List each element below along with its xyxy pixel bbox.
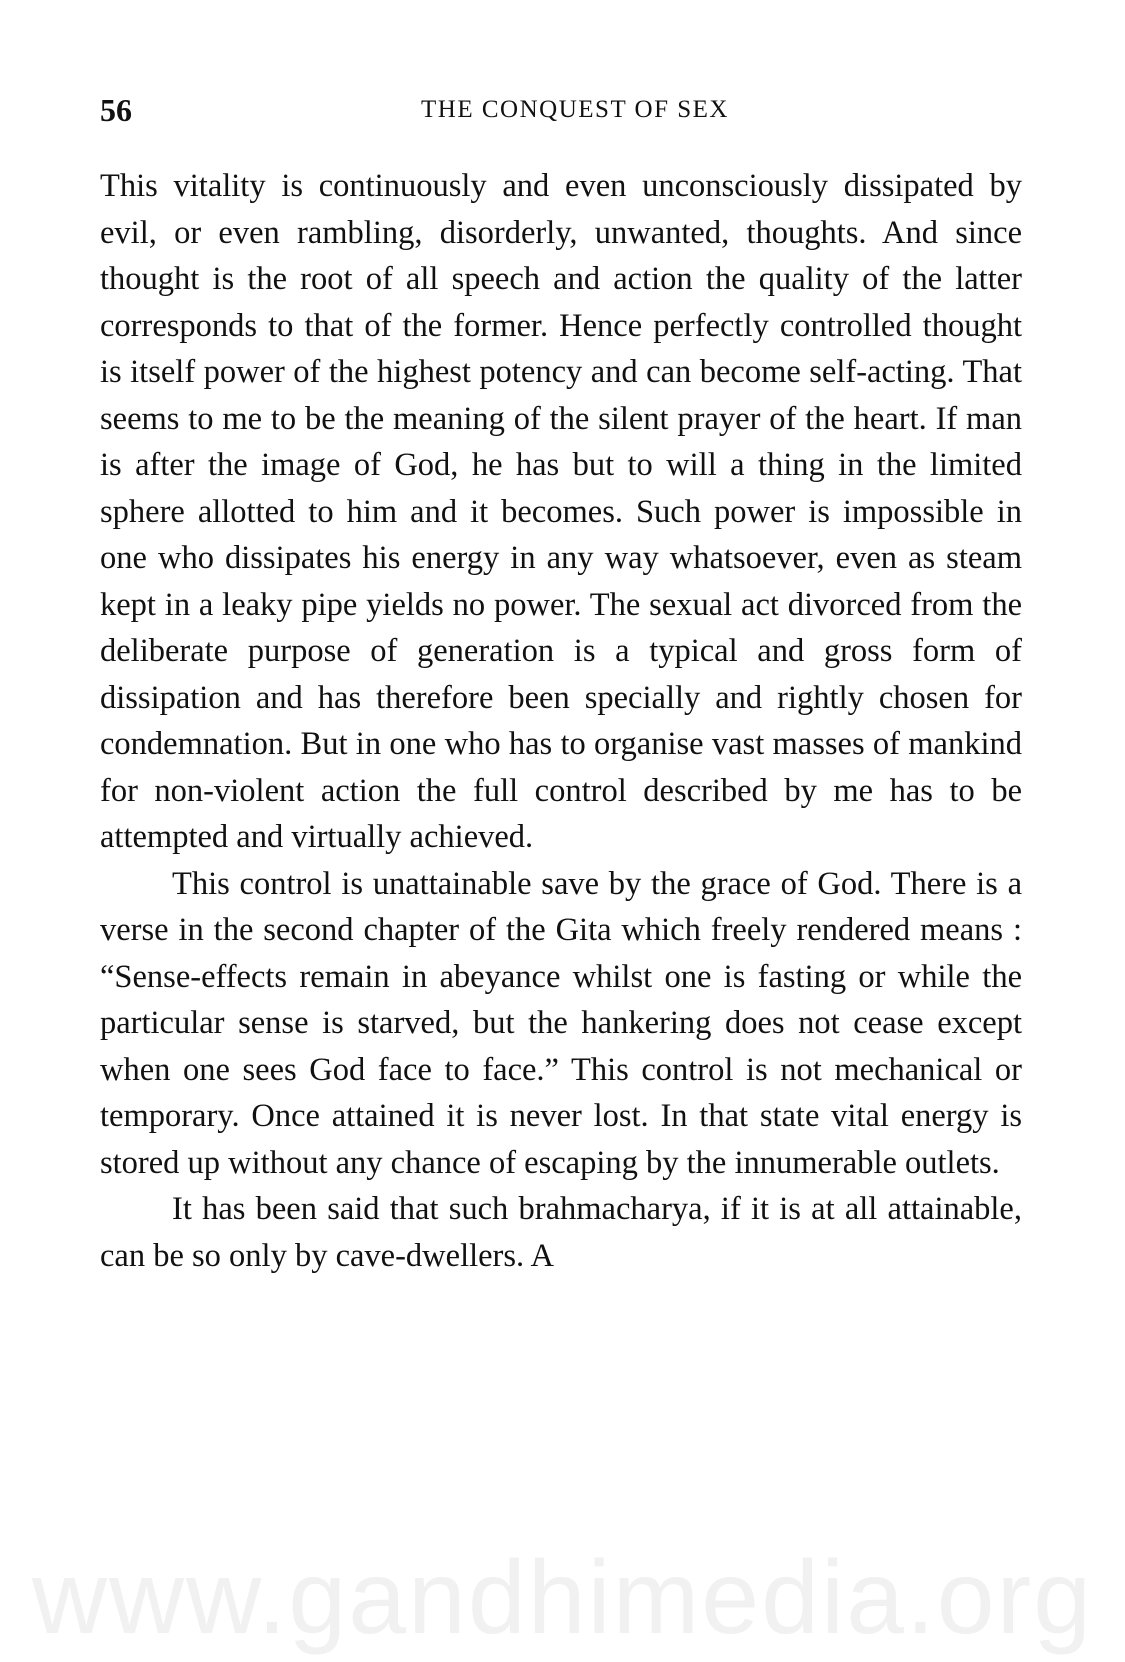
running-head: THE CONQUEST OF SEX xyxy=(421,96,729,123)
paragraph: It has been said that such brahmacharya, if it is at all attainable, can be so only by cave-dwellers. A xyxy=(100,1191,1022,1274)
paragraph: This control is unattainable save by the grace of God. There is a verse in the second chapter of the Gita which freely rendered means : “Sense-effects remain in abeyance whilst one is fasting or while the particular sense is starved, but the hankering does not cease except when one sees God face to face.” This control is not mechanical or temporary. Once attained it is never lost. In that state vital energy is stored up without any chance of escaping by the innumerable outlets. xyxy=(100,865,1022,1181)
page-header xyxy=(100,88,1020,132)
page-number: 56 xyxy=(100,92,132,128)
body-text xyxy=(100,163,1022,1279)
watermark: www.gandhimedia.org xyxy=(31,1540,1094,1656)
paragraph: This vitality is continuously and even unconsciously dissipated by evil, or even rambling, disorderly, unwanted, thoughts. And since thought is the root of all speech and action the quality of the latter corresponds to that of the former. Hence perfectly controlled thought is itself power of the highest potency and can become self-acting. That seems to me to be the meaning of the silent prayer of the heart. If man is after the image of God, he has but to will a thing in the limited sphere allotted to him and it becomes. Such power is impossible in one who dissipates his energy in any way whatsoever, even as steam kept in a leaky pipe yields no power. The sexual act divorced from the deliberate purpose of generation is a typical and gross form of dissipation and has therefore been specially and rightly chosen for condemnation. But in one who has to organise vast masses of mankind for non-violent action the full control described by me has to be attempted and virtually achieved. xyxy=(100,168,1022,855)
